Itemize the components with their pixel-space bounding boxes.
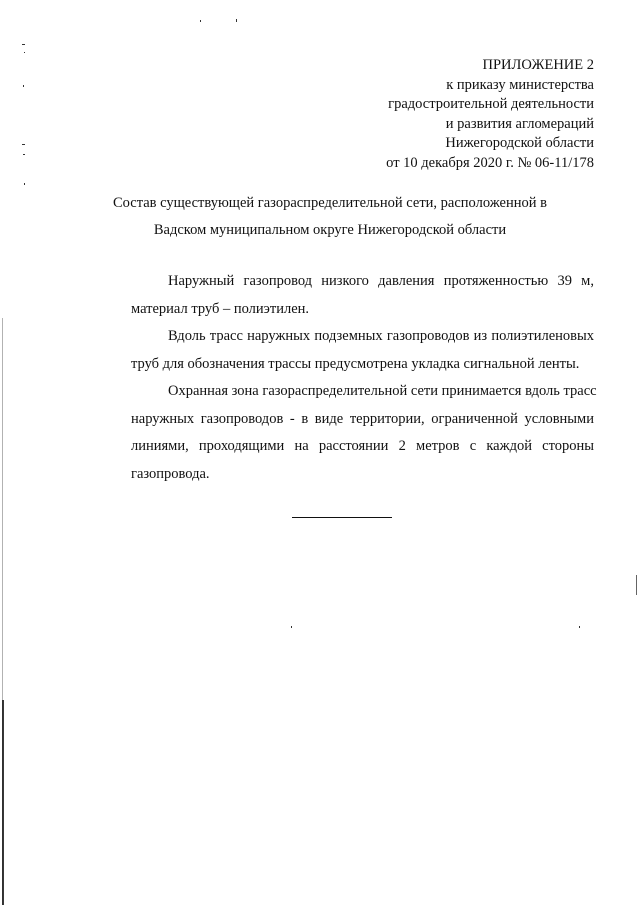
signature-divider: [292, 517, 392, 518]
document-body: [94, 268, 597, 488]
paragraph-line: наружных газопроводов - в виде территории, ограниченной условными: [131, 410, 594, 427]
scan-speck: [23, 154, 25, 155]
scan-speck: [24, 183, 25, 185]
scan-speck: [22, 44, 25, 45]
appendix-region: Нижегородской области: [445, 135, 594, 151]
appendix-number: ПРИЛОЖЕНИЕ 2: [482, 57, 594, 73]
document-title: [80, 190, 580, 244]
scan-speck: [23, 85, 24, 87]
appendix-ministry-cont: и развития агломераций: [445, 115, 594, 132]
title-line-2: Вадском муниципальном округе Нижегородской области: [153, 222, 507, 238]
title-line-1: Состав существующей газораспределительной сети, расположенной в: [113, 195, 547, 211]
paragraph-protection-zone: [94, 378, 597, 488]
paragraph-signal-tape: [94, 323, 594, 378]
paragraph-line: Охранная зона газораспределительной сети принимается вдоль трасс: [168, 383, 597, 399]
appendix-order-date: от 10 декабря 2020 г. № 06-11/178: [386, 154, 594, 171]
scan-speck: [291, 626, 292, 628]
scan-speck: [579, 626, 580, 628]
scan-speck: [236, 19, 237, 22]
appendix-order-ref: к приказу министерства: [446, 76, 594, 93]
scan-edge-right: [636, 575, 637, 595]
paragraph-line: труб для обозначения трассы предусмотрена укладка сигнальной ленты.: [131, 355, 580, 372]
paragraph-line: Наружный газопровод низкого давления протяженностью 39 м,: [168, 273, 594, 289]
scan-speck: [200, 20, 201, 22]
scan-speck: [22, 144, 25, 145]
scan-edge-left-dark: [2, 700, 4, 905]
paragraph-line: линиями, проходящими на расстоянии 2 метров с каждой стороны: [131, 438, 594, 454]
scan-speck: [24, 52, 25, 53]
appendix-ministry: градостроительной деятельности: [388, 96, 594, 112]
paragraph-pipeline: [94, 268, 594, 323]
appendix-header: [264, 56, 594, 173]
paragraph-line: газопровода.: [131, 465, 210, 482]
paragraph-line: материал труб – полиэтилен.: [131, 300, 310, 317]
paragraph-line: Вдоль трасс наружных подземных газопроводов из полиэтиленовых: [168, 328, 594, 344]
